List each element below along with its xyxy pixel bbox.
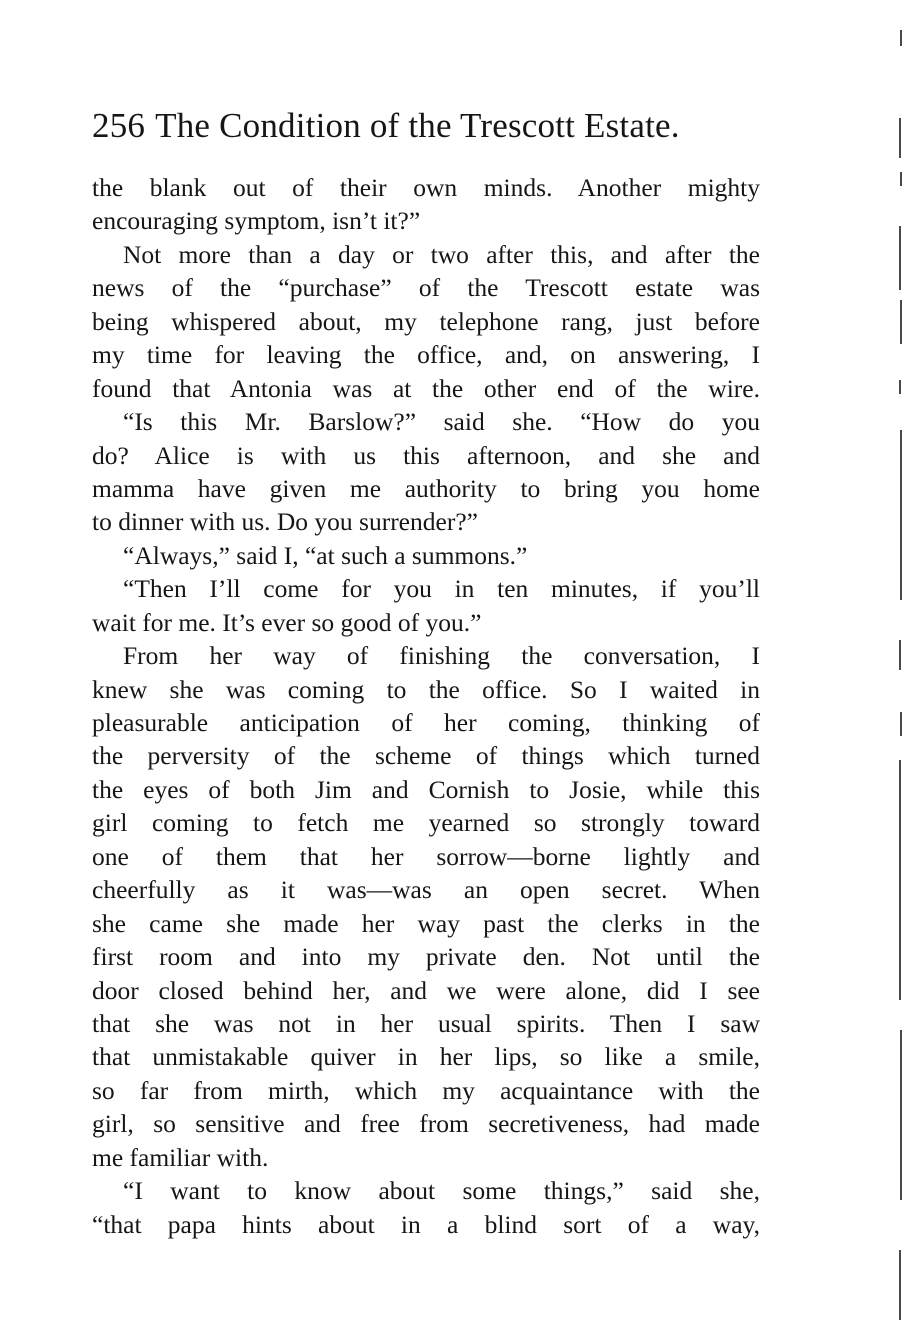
- text-line: knew she was coming to the office. So I waited in: [92, 674, 760, 704]
- scan-artifact: [899, 1250, 901, 1320]
- text-line: being whispered about, my telephone rang, just before: [92, 306, 760, 336]
- scan-artifact: [900, 712, 902, 736]
- scan-artifact: [899, 380, 901, 394]
- text-line: mamma have given me authority to bring you home: [92, 473, 760, 503]
- scan-artifact: [899, 640, 901, 670]
- text-line: girl coming to fetch me yearned so strongly toward: [92, 808, 760, 838]
- scan-artifact: [900, 300, 902, 344]
- text-line: encouraging symptom, isn’t it?”: [92, 206, 421, 236]
- scan-artifact: [900, 172, 902, 186]
- scan-artifact: [899, 226, 901, 290]
- running-head: [92, 104, 760, 148]
- running-title: The Condition of the Trescott Estate.: [155, 106, 680, 145]
- text-line: girl, so sensitive and free from secretiveness, had made: [92, 1109, 760, 1139]
- text-line: the perversity of the scheme of things which turned: [92, 741, 760, 771]
- text-line: that she was not in her usual spirits. Then I saw: [92, 1008, 760, 1038]
- text-line: that unmistakable quiver in her lips, so like a smile,: [92, 1042, 760, 1072]
- text-line: wait for me. It’s ever so good of you.”: [92, 607, 482, 637]
- paragraph-first-line: “Is this Mr. Barslow?” said she. “How do you: [123, 407, 760, 437]
- text-line: news of the “purchase” of the Trescott estate was: [92, 273, 760, 303]
- text-line: cheerfully as it was—was an open secret. When: [92, 875, 760, 905]
- scan-artifact: [900, 430, 902, 600]
- paragraph-first-line: “Always,” said I, “at such a summons.”: [123, 540, 528, 570]
- text-line: found that Antonia was at the other end of the wire.: [92, 373, 760, 403]
- text-line: to dinner with us. Do you surrender?”: [92, 507, 478, 537]
- text-line: my time for leaving the office, and, on answering, I: [92, 340, 760, 370]
- text-line: do? Alice is with us this afternoon, and she and: [92, 440, 760, 470]
- paragraph-first-line: Not more than a day or two after this, and after the: [123, 239, 760, 269]
- text-line: so far from mirth, which my acquaintance with the: [92, 1075, 760, 1105]
- page-number: 256: [92, 106, 146, 145]
- text-line: pleasurable anticipation of her coming, thinking of: [92, 708, 760, 737]
- text-line: she came she made her way past the clerks in the: [92, 908, 760, 938]
- text-line: first room and into my private den. Not until the: [92, 942, 760, 972]
- paragraph-first-line: “Then I’ll come for you in ten minutes, if you’ll: [123, 574, 760, 604]
- body-text: [92, 171, 760, 1241]
- text-line: door closed behind her, and we were alone, did I see: [92, 975, 760, 1005]
- scan-artifact: [900, 30, 902, 46]
- text-line: the eyes of both Jim and Cornish to Josie, while this: [92, 774, 760, 804]
- text-line: me familiar with.: [92, 1142, 269, 1172]
- paragraph-first-line: From her way of finishing the conversation, I: [123, 641, 760, 671]
- scan-artifact: [900, 1030, 902, 1200]
- text-line: one of them that her sorrow—borne lightly and: [92, 841, 760, 871]
- scan-artifact: [899, 760, 901, 1000]
- text-line: “that papa hints about in a blind sort of a way,: [92, 1209, 760, 1239]
- scan-artifact: [899, 118, 901, 158]
- paragraph-first-line: “I want to know about some things,” said she,: [123, 1176, 760, 1206]
- text-line: the blank out of their own minds. Another mighty: [92, 173, 760, 202]
